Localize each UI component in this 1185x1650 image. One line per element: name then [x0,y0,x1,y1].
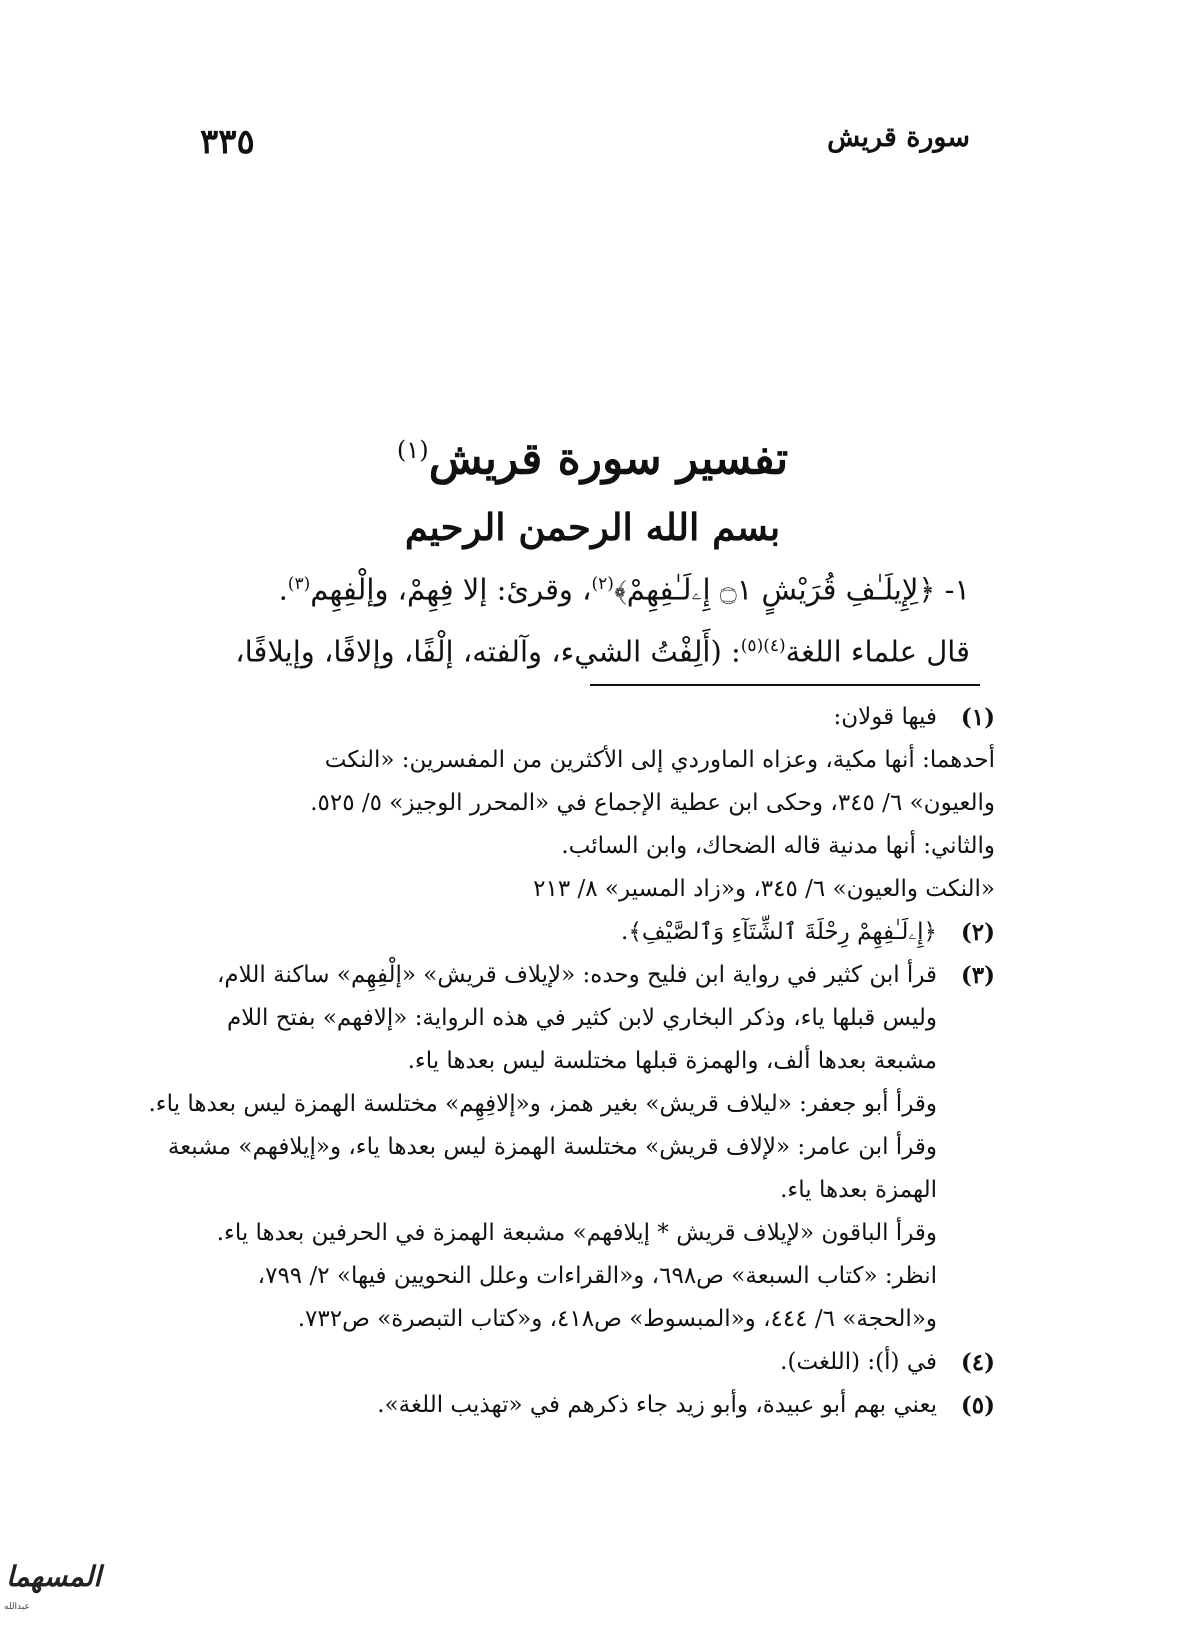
body-text-segment: قال علماء اللغة [785,634,970,669]
footnote-line: يعني بهم أبو عبيدة، وأبو زيد جاء ذكرهم في «تهذيب اللغة». [377,1392,937,1418]
footnote-ref-4-5: (٤)(٥) [740,635,786,656]
footnote-number: (٥) [960,1392,995,1419]
footnote-ref-2: (٢) [591,574,614,594]
body-text-segment: : (أَلِفْتُ الشيء، وآلفته، إلْفًا، وإلافًا، وإيلافًا، [235,634,741,669]
footnote-3 [150,954,995,1341]
body-line-1 [160,556,970,618]
footnote-line: والعيون» ٦/ ٣٤٥، وحكى ابن عطية الإجماع في «المحرر الوجيز» ٥/ ٥٢٥. [310,790,995,816]
footnote-4 [150,1341,995,1384]
footnote-separator [590,684,980,686]
footnote-line: انظر: «كتاب السبعة» ص٦٩٨، و«القراءات وعلل النحويين فيها» ٢/ ٧٩٩، [257,1263,937,1289]
footnote-line: وليس قبلها ياء، وذكر البخاري لابن كثير في هذه الرواية: «إلافهم» بفتح اللام [227,1005,937,1031]
basmala: بسم الله الرحمن الرحيم [404,505,781,549]
running-title: سورة قريش [827,122,970,153]
publisher-logo [4,1556,102,1626]
footnote-number: (١) [960,704,995,731]
footnote-line: مشبعة بعدها ألف، والهمزة قبلها مختلسة ليس بعدها ياء. [407,1048,937,1074]
footnote-line: فيها قولان: [833,704,937,730]
footnote-line: قرأ ابن كثير في رواية ابن فليح وحده: «لإيلاف قريش» «إلْفِهِم» ساكنة اللام، [216,962,937,988]
logo-text: المسهما [6,1560,102,1593]
footnote-line: والثاني: أنها مدنية قاله الضحاك، وابن السائب. [561,833,995,859]
footnote-line: وقرأ الباقون «لإيلاف قريش * إيلافهم» مشبعة الهمزة في الحرفين بعدها ياء. [216,1220,937,1246]
footnote-number: (٣) [960,962,995,989]
footnotes [150,696,995,1427]
footnote-line: ﴿إِۦلَـٰفِهِمْ رِحْلَةَ ٱلشِّتَآءِ وَٱلصَّيْفِ﴾. [621,919,937,945]
footnote-number: (٢) [960,919,995,946]
body-text [160,556,970,679]
body-line-2 [160,618,970,680]
logo-subtext: عبدالله [4,1602,30,1612]
footnote-1 [150,696,995,911]
footnote-line: وقرأ ابن عامر: «لإلاف قريش» مختلسة الهمزة ليس بعدها ياء، و«إيلافهم» مشبعة [167,1134,937,1160]
footnote-line: أحدهما: أنها مكية، وعزاه الماوردي إلى الأكثرين من المفسرين: «النكت [324,747,995,773]
footnote-ref-3: (٣) [287,574,311,594]
footnote-5 [150,1384,995,1427]
footnote-line: و«الحجة» ٦/ ٤٤٤، و«المبسوط» ص٤١٨، و«كتاب التبصرة» ص٧٣٢. [297,1306,937,1332]
verse-text: ١- ﴿لِإِيلَـٰفِ قُرَيْشٍ ۝١ إِۦلَـٰفِهِمْ﴾ [613,572,970,607]
footnote-ref-1: (١) [396,436,429,464]
footnote-line: وقرأ أبو جعفر: «ليلاف قريش» بغير همز، و«إلافِهِم» مختلسة الهمزة ليس بعدها ياء. [148,1091,937,1117]
footnote-line: في (أ): (اللغت). [780,1349,937,1375]
footnote-2 [150,911,995,954]
body-text-segment: ، وقرئ: إلا فِهِمْ، وإلْفِهِم [310,572,592,607]
surah-title [0,420,1185,490]
body-text-segment: . [278,572,288,607]
footnote-number: (٤) [960,1349,995,1376]
footnote-line: «النكت والعيون» ٦/ ٣٤٥، و«زاد المسير» ٨/ ٢١٣ [533,876,995,902]
running-header [200,122,970,172]
surah-title-text: تفسير سورة قريش [428,433,789,485]
footnote-line: الهمزة بعدها ياء. [780,1177,937,1203]
page-number: ٣٣٥ [200,122,255,162]
